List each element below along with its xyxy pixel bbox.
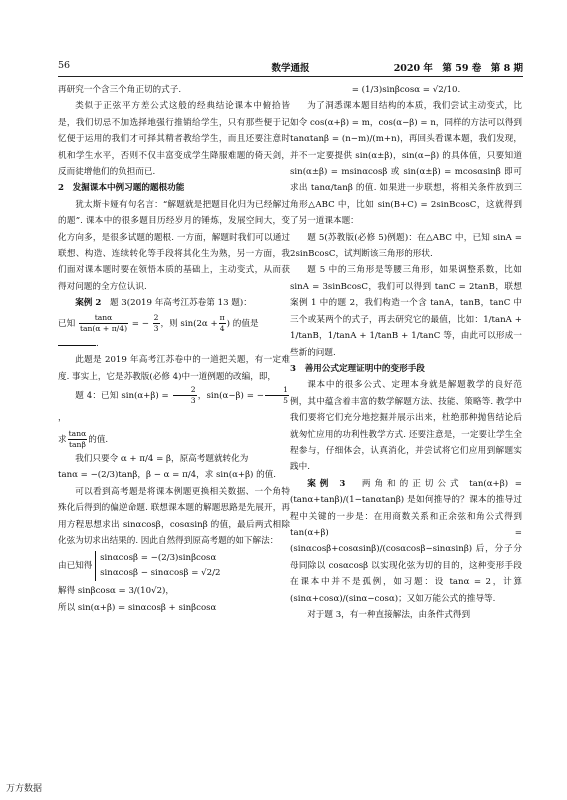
right-column: [290, 82, 522, 623]
fraction: [265, 385, 289, 406]
text: 已知: [58, 318, 76, 329]
left-column: [58, 82, 290, 616]
fraction: [173, 385, 197, 406]
text: 题 4：已知 sin(α+β) =: [75, 390, 169, 401]
paragraph: 为了洞悉课本题目结构的本质，我们尝试主动变式，比如令 cos(α+β) = m，cos(α−β) = n，同样的方法可以得到 tanαtanβ = (n−m)/(m+n)，再回头看课本题，我们发现，并不一定要提供 sin(α±β)，sin(α−β) 的具体值，只要知道 sin(α±β) = msinαcosβ 或 sin(α±β) = mcosαsinβ 即可求出 tanα/tanβ 的值. 如果进一步联想，将相关条件放到三角形△ABC 中，比如 sin(B+C) = 2sinBcosC，这就得到了另一道课本题：: [290, 101, 522, 227]
paragraph: 犹太斯卡娅有句名言：“解题就是把题目化归为已经解过的题”. 课本中的很多题目历经岁月的锤炼，发展空间大，变化方向多，是很多试题的题根. 一方面，解题时我们可以通过联想、构造、连续转化等手段将其化生为熟，另一方面，我们面对课本题时要在领悟本质的基础上，主动变式，从而获得对问题的全方位认识.: [58, 199, 290, 292]
numerator: 2: [153, 312, 159, 322]
text: 求: [58, 434, 67, 445]
page-number: 56: [58, 60, 71, 71]
paragraph: 对于题 3，有一种直接解法，由条件式得到: [307, 610, 471, 620]
denominator: tanβ: [68, 439, 86, 449]
numerator: 2: [173, 385, 197, 396]
equation-line: = (1/3)sinβcosα = √2/10.: [351, 85, 461, 95]
text: = −: [131, 318, 149, 329]
header-rule: [58, 76, 523, 77]
example-label: 案例 3: [307, 478, 346, 489]
paragraph: 我们只要令 α + π/4 = β，原高考题就转化为: [75, 453, 249, 464]
text: 由已知得: [58, 561, 93, 572]
fraction: [79, 313, 128, 334]
denominator: 3: [153, 323, 159, 333]
equation-line: [58, 385, 290, 429]
example-text: 题 3(2019 年高考江苏卷第 13 题)：: [109, 298, 252, 309]
example-label: 案例 2: [75, 298, 102, 309]
paragraph: 课本中的很多公式、定理本身就是解题教学的良好范例，其中蕴含着丰富的数学解题方法、技能、策略等. 教学中我们要将它们充分地挖掘并展示出来，杜绝那种抛售结论后就匆忙应用的功利性教学方式. 还要注意是，一定要让学生全程参与，仔细体会，认真消化，并尝试将它们应用到解题实践中.: [290, 380, 522, 473]
equation-line: [58, 429, 290, 451]
issue-info: 2020 年 第 59 卷 第 8 期: [393, 63, 523, 74]
denominator: 3: [190, 395, 196, 405]
equation-line: [58, 312, 290, 336]
denominator: 5: [283, 395, 288, 405]
equation-line: 所以 sin(α+β) = sinαcosβ + sinβcosα: [58, 602, 217, 613]
paragraph: 类似于正弦平方差公式这般的经典结论课本中俯拾皆是，我们切忌不加选择地强行推销给学生，只有那些便于记忆便于运用的我们才可择其精者教给学生，而且还要注意时机和学生水平，否则不仅丰富变成学生降服难题的倚天剑，反而徒增他们的负担而已.: [58, 101, 290, 178]
numerator: tanα: [79, 313, 128, 324]
fraction: [153, 313, 160, 334]
text: ) 的值是: [226, 318, 259, 329]
brace-system: [95, 551, 220, 581]
example-text: 两角和的正切公式 tan(α+β) = (tanα+tanβ)/(1−tanαtanβ) 是如何推导的？课本的推导过程中关键的一步是：在用商数关系和正余弦和角公式得到 tan(α+β) = (sinαcosβ+cosαsinβ)/(cosαcosβ−sinαsinβ) 后，分子分母同除以 cosαcosβ 以实现化弦为切的目的，这种变形手段在课本中并不是孤例，如习题：设 tanα = 2，计算 (sinα+cosα)/(sinα−cosα)；又如万能公式的推导等.: [290, 478, 522, 604]
example-3: [290, 476, 522, 607]
paragraph: 可以看到高考题是将课本例题更换相关数据、一个角特殊化后得到的偏逆命题. 联想课本题的解题思路是先展开，再用方程思想求出 sinαcosβ，cosαsinβ 的值，最后两式相除化弦为切求出结果的. 因此自然得到原高考题的如下解法：: [58, 486, 290, 546]
page-header: [58, 60, 523, 74]
answer-blank: [58, 336, 96, 346]
equation-line: 解得 sinβcosα = 3/(10√2)，: [58, 586, 174, 597]
paragraph: 题 5(苏教版(必修 5)例题)：在△ABC 中，已知 sinA = 2sinBcosC，试判断该三角形的形状.: [290, 232, 522, 260]
equation: sinαcosβ = −(2/3)sinβcosα: [100, 552, 217, 563]
journal-title: 数学通报: [271, 63, 310, 74]
numerator: 1: [265, 385, 289, 396]
section-heading-3: 3 善用公式定理证明中的变形手段: [290, 363, 425, 374]
numerator: tanα: [68, 428, 87, 438]
equation-system: [58, 549, 290, 583]
section-heading-2: 2 发掘课本中例习题的题根功能: [58, 183, 185, 194]
paragraph: 再研究一个含三个角正切的式子.: [58, 85, 182, 95]
answer-blank-line: .: [58, 336, 290, 352]
example-2: [58, 295, 290, 311]
paragraph: 此题是 2019 年高考江苏卷中的一道把关题，有一定难度. 事实上，它是苏教版(必修 4)中一道例题的改编，即，: [58, 355, 290, 382]
paragraph: 题 5 中的三角形是等腰三角形，如果调整系数，比如 sinA = 3sinBcosC，我们可以得到 tanC = 2tanB，联想案例 1 中的题 2，我们构造一个含 tanA，tanB，tanC 中三个或某两个的式子，再去研究它的最值，比如：1/tanA + 1/tanB，1/tanA + 1/tanB + 1/tanC 等，由此可以形成一些新的问题.: [290, 265, 522, 358]
text: ，sin(α−β) = −: [197, 390, 264, 401]
text: ，: [58, 412, 67, 423]
text: ，则 sin(2α +: [160, 318, 218, 329]
text: 的值.: [88, 434, 109, 445]
equation-line: tanα = −(2/3)tanβ，β − α = π/4，求 sin(α+β) 的值.: [58, 470, 277, 481]
equation: sinαcosβ − sinαcosβ = √2/2: [100, 567, 221, 578]
fraction: [68, 429, 88, 450]
fraction: [219, 313, 226, 334]
numerator: π: [219, 312, 225, 322]
watermark: 万方数据: [6, 784, 43, 794]
denominator: tan(α + π/4): [79, 323, 128, 333]
denominator: 4: [219, 323, 225, 333]
